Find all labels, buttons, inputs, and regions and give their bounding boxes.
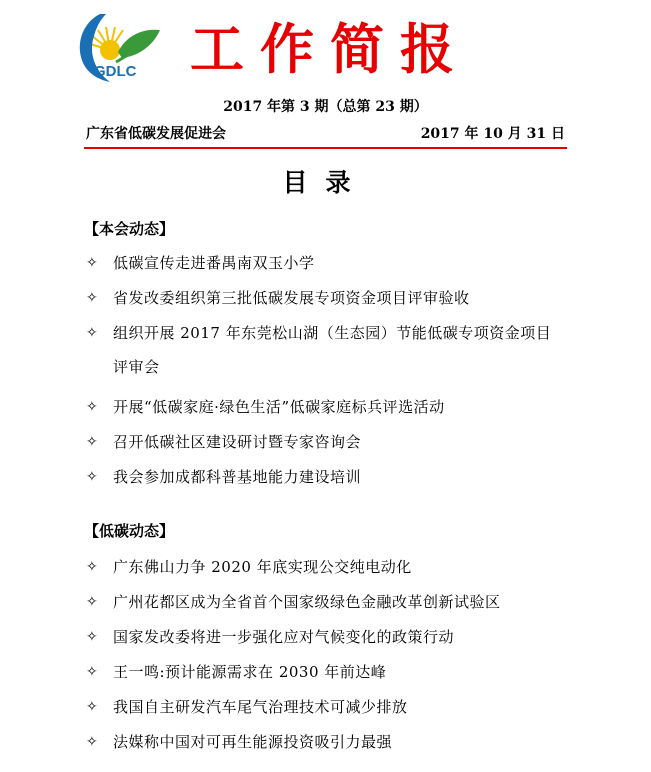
toc-item[interactable] [86, 550, 566, 584]
toc-item-text: 召开低碳社区建设研讨暨专家咨询会 [113, 433, 362, 451]
green-leaf-shape [118, 30, 160, 58]
header-divider [84, 147, 567, 149]
diamond-bullet-icon: ✧ [86, 734, 98, 750]
organization-name: 广东省低碳发展促进会 [86, 126, 226, 142]
toc-item-text: 我会参加成都科普基地能力建设培训 [113, 468, 362, 486]
toc-item-text: 广东佛山力争 2020 年底实现公交纯电动化 [113, 558, 412, 576]
diamond-bullet-icon: ✧ [86, 469, 98, 485]
toc-item-text: 国家发改委将进一步强化应对气候变化的政策行动 [113, 628, 455, 646]
diamond-bullet-icon: ✧ [86, 255, 98, 271]
section-heading-low-carbon-news: 【低碳动态】 [84, 522, 175, 540]
toc-item-text: 省发改委组织第三批低碳发展专项资金项目评审验收 [113, 289, 470, 307]
diamond-bullet-icon: ✧ [86, 664, 98, 680]
newsletter-title: 工作简报 [190, 17, 470, 81]
diamond-bullet-icon: ✧ [86, 399, 98, 415]
diamond-bullet-icon: ✧ [86, 434, 98, 450]
toc-item-text: 低碳宣传走进番禺南双玉小学 [113, 254, 315, 272]
toc-title: 目录 [282, 168, 369, 197]
toc-item[interactable] [86, 620, 566, 654]
diamond-bullet-icon: ✧ [86, 290, 98, 306]
toc-item-text: 法媒称中国对可再生能源投资吸引力最强 [113, 733, 393, 751]
toc-item-text: 我国自主研发汽车尾气治理技术可减少排放 [113, 698, 408, 716]
diamond-bullet-icon: ✧ [86, 699, 98, 715]
toc-item-text: 王一鸣:预计能源需求在 2030 年前达峰 [113, 663, 387, 681]
diamond-bullet-icon: ✧ [86, 559, 98, 575]
publication-date: 2017 年 10 月 31 日 [420, 126, 565, 142]
toc-item[interactable] [86, 246, 566, 280]
toc-item-text: 广州花都区成为全省首个国家级绿色金融改革创新试验区 [113, 593, 501, 611]
diamond-bullet-icon: ✧ [86, 594, 98, 610]
toc-item[interactable] [86, 390, 566, 424]
toc-item[interactable] [86, 281, 566, 315]
toc-item[interactable] [86, 690, 566, 724]
issue-number: 2017 年第 3 期（总第 23 期） [223, 99, 428, 115]
gdlc-logo [70, 6, 166, 86]
diamond-bullet-icon: ✧ [86, 325, 98, 341]
toc-item-text: 组织开展 2017 年东莞松山湖（生态园）节能低碳专项资金项目评审会 [113, 324, 552, 376]
toc-item[interactable] [86, 316, 566, 384]
toc-item[interactable] [86, 460, 566, 494]
section-heading-association-news: 【本会动态】 [84, 220, 175, 238]
toc-item[interactable] [86, 585, 566, 619]
toc-item[interactable] [86, 425, 566, 459]
diamond-bullet-icon: ✧ [86, 629, 98, 645]
toc-item[interactable] [86, 655, 566, 689]
toc-item-text: 开展“低碳家庭·绿色生活”低碳家庭标兵评选活动 [113, 398, 445, 416]
logo-text: GDLC [94, 63, 137, 80]
toc-item[interactable] [86, 725, 566, 759]
